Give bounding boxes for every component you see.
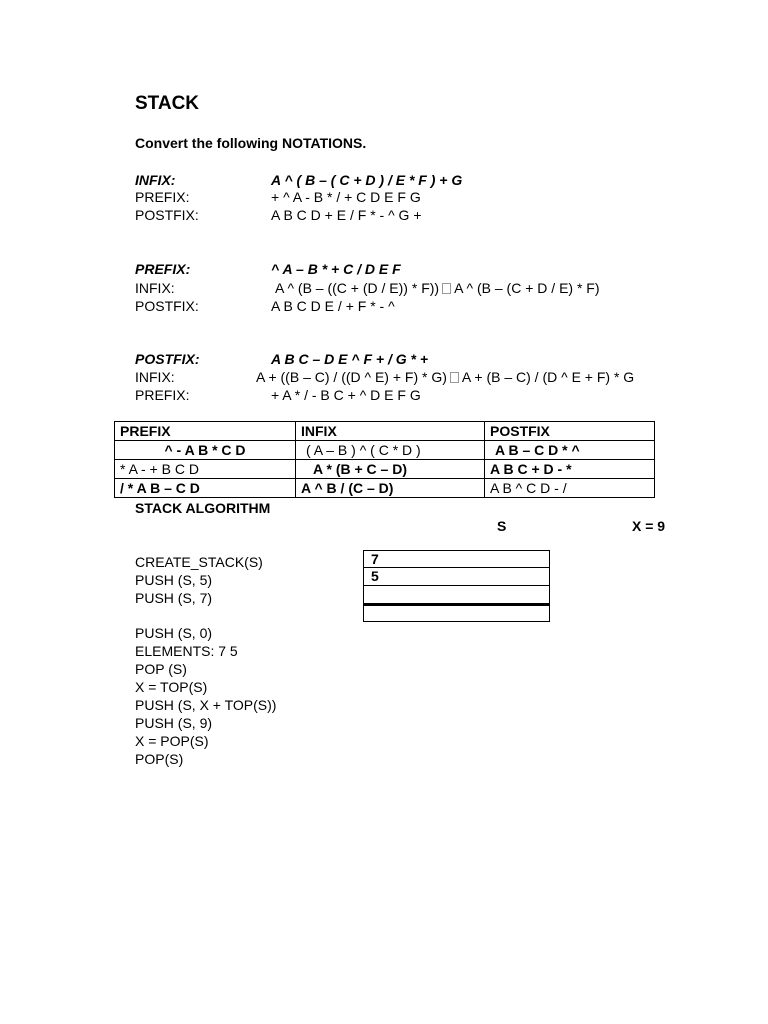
infix-label: INFIX: <box>135 280 175 296</box>
conversion-table <box>114 421 655 498</box>
stack-cell: 7 <box>363 550 550 568</box>
postfix-value: A B C – D E ^ F + / G * + <box>271 351 429 367</box>
table-cell: A ^ B / (C – D) <box>296 479 485 498</box>
step: X = TOP(S) <box>135 679 208 695</box>
header-postfix: POSTFIX <box>485 422 655 441</box>
page-title: STACK <box>135 93 200 114</box>
table-row <box>115 479 655 498</box>
table-cell: / * A B – C D <box>115 479 296 498</box>
header-prefix: PREFIX <box>115 422 296 441</box>
prefix-label: PREFIX: <box>135 189 190 205</box>
prefix-value: + A * / - B C + ^ D E F G <box>271 387 421 403</box>
table-cell: A B ^ C D - / <box>485 479 655 498</box>
postfix-label: POSTFIX: <box>135 351 200 367</box>
postfix-value: A B C D + E / F * - ^ G + <box>271 207 422 223</box>
stack-cell: 5 <box>363 568 550 586</box>
step: POP(S) <box>135 751 184 767</box>
step: PUSH (S, 7) <box>135 590 213 606</box>
step: POP (S) <box>135 661 187 677</box>
table-cell: A B C + D - * <box>485 460 655 479</box>
stack-diagram <box>363 550 550 622</box>
step: PUSH (S, 9) <box>135 715 213 731</box>
prefix-value: ^ A – B * + C / D E F <box>271 261 401 277</box>
infix-value: A ^ ( B – ( C + D ) / E * F ) + G <box>271 172 463 188</box>
arrow-glyph-icon <box>450 372 459 383</box>
infix-value <box>275 279 600 297</box>
stack-name-label: S <box>497 518 507 534</box>
step: X = POP(S) <box>135 733 209 749</box>
table-row <box>115 460 655 479</box>
table-cell: ^ - A B * C D <box>115 441 296 460</box>
table-cell: * A - + B C D <box>115 460 296 479</box>
step: PUSH (S, 5) <box>135 572 213 588</box>
subtitle: Convert the following NOTATIONS. <box>135 135 367 151</box>
infix-simplified: A + (B – C) / (D ^ E + F) * G <box>461 369 635 385</box>
stack-cell <box>363 586 550 604</box>
header-infix: INFIX <box>296 422 485 441</box>
step: ELEMENTS: 7 5 <box>135 643 238 659</box>
arrow-glyph-icon <box>442 283 451 294</box>
prefix-label: PREFIX: <box>135 387 190 403</box>
x-value-label: X = 9 <box>632 518 666 534</box>
stack-cell <box>363 604 550 622</box>
postfix-label: POSTFIX: <box>135 207 199 223</box>
table-header-row <box>115 422 655 441</box>
infix-full-paren: A + ((B – C) / ((D ^ E) + F) * G) <box>256 369 447 385</box>
infix-label: INFIX: <box>135 369 175 385</box>
infix-full-paren: A ^ (B – ((C + (D / E)) * F)) <box>275 280 440 296</box>
table-cell: ( A – B ) ^ ( C * D ) <box>296 441 485 460</box>
step: PUSH (S, 0) <box>135 625 213 641</box>
postfix-value: A B C D E / + F * - ^ <box>271 298 395 314</box>
prefix-value: + ^ A - B * / + C D E F G <box>271 189 421 205</box>
step: PUSH (S, X + TOP(S)) <box>135 697 277 713</box>
prefix-label: PREFIX: <box>135 261 191 277</box>
infix-value <box>256 368 634 386</box>
infix-label: INFIX: <box>135 172 176 188</box>
table-row <box>115 441 655 460</box>
infix-simplified: A ^ (B – (C + D / E) * F) <box>454 280 600 296</box>
postfix-label: POSTFIX: <box>135 298 199 314</box>
table-cell: A B – C D * ^ <box>485 441 655 460</box>
algorithm-heading: STACK ALGORITHM <box>135 500 271 516</box>
step: CREATE_STACK(S) <box>135 554 263 570</box>
table-cell: A * (B + C – D) <box>296 460 485 479</box>
